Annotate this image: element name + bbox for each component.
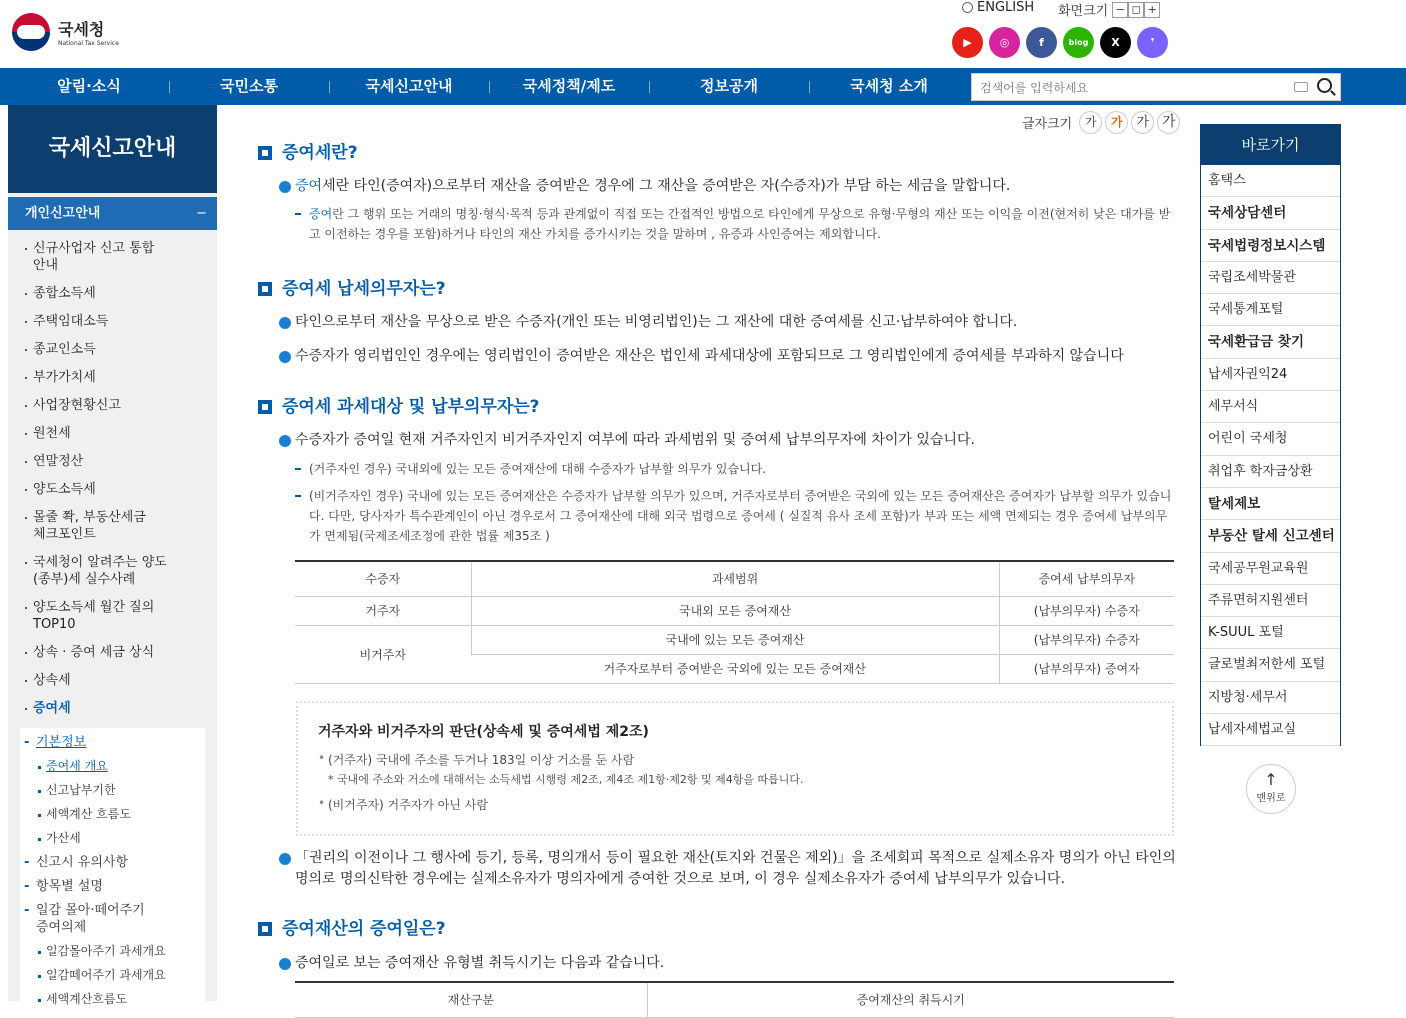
sidebar-item[interactable]: 몰줄 쫙, 부동산세금 체크포인트 (22, 509, 217, 543)
submenu-item[interactable]: 신고납부기한 (20, 782, 205, 799)
quick-link-item[interactable]: 지방청·세무서 (1201, 682, 1340, 714)
table-cell: 거주자로부터 증여받은 국외에 있는 모든 증여재산 (471, 654, 999, 683)
quick-link-item[interactable]: 주류면허지원센터 (1201, 585, 1340, 617)
gift-meaning-text: 란 그 행위 또는 거래의 명칭·형식·목적 등과 관계없이 직접 또는 간접적인 방법으로 타인에게 무상으로 유형·무형의 재산 또는 이익을 이전(현저히 낮은 대가를 받고 이전하는 경우를 포함)하거나 타인의 재산 가치를 증가시키는 것을 말하며 , 유증과 사인증여는 제외합니다. (309, 207, 1171, 241)
zoom-label: 화면크기 (1058, 4, 1109, 19)
english-link[interactable] (962, 0, 1034, 15)
arrow-up-icon: ↑ (1264, 770, 1278, 789)
sidebar-section-personal[interactable] (8, 197, 217, 230)
search-box (971, 73, 1341, 101)
sidebar-section-label: 개인신고안내 (25, 206, 101, 221)
quick-link-item[interactable]: 국세통계포털 (1201, 294, 1340, 326)
quick-link-item[interactable]: 국세상담센터 (1201, 197, 1340, 229)
submenu-item[interactable]: - 일감 몰아·떼어주기 증여의제 (20, 902, 205, 936)
submenu-item[interactable]: - 항목별 설명 (20, 878, 205, 895)
sidebar-item[interactable]: 주택임대소득 (22, 313, 217, 330)
nav-communication[interactable]: 국민소통 (220, 77, 278, 95)
quick-link-item[interactable]: 홈택스 (1201, 165, 1340, 197)
zoom-reset-button[interactable]: ◻ (1128, 2, 1144, 18)
x-icon[interactable]: X (1100, 27, 1131, 58)
table-cell: (납부의무자) 수증자 (999, 625, 1174, 654)
main-content (217, 105, 1200, 1008)
paragraph-taxpayer-b: 수증자가 영리법인인 경우에는 영리법인이 증여받은 재산은 법인세 과세대상에 포함되므로 그 영리법인에게 증여세를 부과하지 않습니다 (279, 346, 1199, 367)
table-cell: 거주자 (295, 596, 471, 625)
sidebar-item[interactable]: 종교인소득 (22, 341, 217, 358)
taeguk-emblem-icon (12, 13, 50, 51)
resident-judgment-box (296, 701, 1174, 836)
blog-icon[interactable]: blog (1063, 27, 1094, 58)
submenu-item[interactable]: - 기본정보 (20, 734, 205, 751)
nav-disclosure[interactable]: 정보공개 (700, 77, 758, 95)
sidebar-submenu (20, 728, 205, 1008)
submenu-item[interactable]: 세액계산 흐름도 (20, 806, 205, 823)
paragraph-resident: (거주자인 경우) 국내외에 있는 모든 증여재산에 대해 수증자가 납부할 의무가 있습니다. (295, 459, 1175, 479)
sns-links (952, 27, 1168, 58)
quick-links (1200, 124, 1341, 746)
font-size-xlarge[interactable]: 가 (1157, 111, 1180, 134)
table-header: 증여재산의 취득시기 (647, 982, 1174, 1017)
globe-icon (962, 2, 973, 13)
sidebar-list (8, 230, 217, 717)
term-gift: 증여 (295, 178, 323, 194)
submenu-item[interactable]: 증여세 개요 (20, 758, 205, 775)
font-size-label: 글자크기 (1022, 117, 1073, 132)
heading-taxpayer: 증여세 납세의무자는? (258, 278, 446, 300)
table-header: 과세범위 (471, 561, 999, 596)
sidebar-item[interactable]: 연말정산 (22, 453, 217, 470)
table-cell: 국내외 모든 증여재산 (471, 596, 999, 625)
paragraph-nonresident: (비거주자인 경우) 국내에 있는 모든 증여재산은 수증자가 납부할 의무가 있으며, 거주자로부터 증여받은 국외에 있는 모든 증여재산은 증여자가 납부할 의무가 있습니다. 다만, 당사자가 특수관계인이 아닌 경우로서 그 증여재산에 대해 외국 법령으로 증여세 ( 실질적 유사 조세 포함)가 부과 또는 세액 면제되는 경우 증여세 납부의무가 면제됨(국제조세조정에 관한 법률 제35조 ) (295, 486, 1175, 546)
paragraph-definition (279, 176, 1179, 197)
quick-link-item[interactable]: 글로벌최저한세 포털 (1201, 649, 1340, 681)
paragraph-gift-date: 증여일로 보는 증여재산 유형별 취득시기는 다음과 같습니다. (279, 953, 1179, 974)
submenu-item[interactable]: 일감떼어주기 과세개요 (20, 967, 205, 984)
scope-table (295, 560, 1174, 684)
nav-tax-policy[interactable]: 국세정책/제도 (522, 77, 616, 95)
search-input[interactable] (980, 78, 1280, 98)
quick-link-item[interactable]: K-SUUL 포털 (1201, 617, 1340, 649)
paragraph-gift-meaning (295, 204, 1175, 244)
paragraph-scope: 수증자가 증여일 현재 거주자인지 비거주자인지 여부에 따라 과세범위 및 증여세 납부의무자에 차이가 있습니다. (279, 430, 1179, 451)
note-resident-sub: * 국내에 주소와 거소에 대해서는 소득세법 시행령 제2조, 제4조 제1항·제2항 및 제4항을 따릅니다. (328, 773, 804, 786)
table-cell: (납부의무자) 수증자 (999, 596, 1174, 625)
heading-gift-tax: 증여세란? (258, 142, 358, 164)
sidebar-item[interactable]: 국세청이 알려주는 양도 (종부)세 실수사례 (22, 554, 217, 588)
font-size-small[interactable]: 가 (1079, 111, 1102, 134)
table-header: 재산구분 (295, 982, 647, 1017)
sidebar-item[interactable]: 상속세 (22, 672, 217, 689)
submenu-item[interactable]: 세액계산흐름도 (20, 991, 205, 1008)
back-to-top-button[interactable] (1246, 764, 1296, 814)
quick-link-item[interactable]: 납세자세법교실 (1201, 714, 1340, 746)
sidebar-item[interactable]: 양도소득세 월간 질의 TOP10 (22, 599, 217, 633)
font-size-control (1022, 111, 1180, 134)
quick-link-item[interactable]: 납세자권익24 (1201, 359, 1340, 391)
sidebar (8, 105, 217, 1006)
header (0, 0, 1406, 68)
heading-gift-date: 증여재산의 증여일은? (258, 918, 446, 940)
screen-zoom (1058, 0, 1160, 19)
sidebar-item[interactable]: 신규사업자 신고 통합 안내 (22, 240, 217, 274)
quick-links-title: 바로가기 (1201, 125, 1340, 165)
zoom-in-button[interactable]: + (1144, 2, 1160, 18)
sidebar-item[interactable]: 부가가치세 (22, 369, 217, 386)
back-to-top-label: 맨위로 (1256, 793, 1286, 804)
quick-link-item[interactable]: 국세법령정보시스템 (1201, 230, 1340, 262)
sidebar-title: 국세신고안내 (8, 105, 217, 193)
table-header: 수증자 (295, 561, 471, 596)
sidebar-item[interactable]: 원천세 (22, 425, 217, 442)
logo-subtitle: National Tax Service (58, 40, 119, 47)
quick-link-item[interactable]: 탈세제보 (1201, 488, 1340, 520)
submenu-item[interactable]: - 신고시 유의사항 (20, 854, 205, 871)
sidebar-item[interactable]: 양도소득세 (22, 481, 217, 498)
table-header: 증여세 납부의무자 (999, 561, 1174, 596)
english-label: ENGLISH (977, 0, 1035, 15)
sidebar-item[interactable]: 사업장현황신고 (22, 397, 217, 414)
note-nonresident: • (비거주자) 거주자가 아닌 사람 (318, 796, 488, 813)
logo-title: 국세청 (58, 20, 105, 39)
search-icon[interactable] (1317, 78, 1332, 93)
quick-link-item[interactable]: 세무서식 (1201, 391, 1340, 423)
submenu-item[interactable]: 일감몰아주기 과세개요 (20, 943, 205, 960)
font-size-normal[interactable]: 가 (1105, 111, 1128, 134)
gift-date-table (295, 981, 1174, 1018)
instagram-icon[interactable]: ◎ (989, 27, 1020, 58)
term-gift-2: 증여 (309, 207, 333, 221)
paragraph-taxpayer-a: 타인으로부터 재산을 무상으로 받은 수증자(개인 또는 비영리법인)는 그 재산에 대한 증여세를 신고·납부하여야 합니다. (279, 312, 1179, 333)
table-cell: 비거주자 (295, 625, 471, 683)
quick-link-item[interactable]: 국세환급금 찾기 (1201, 326, 1340, 358)
heading-scope: 증여세 과세대상 및 납부의무자는? (258, 396, 540, 418)
table-row (295, 596, 1174, 625)
sidebar-item[interactable]: 상속 · 증여 세금 상식 (22, 644, 217, 661)
note-title: 거주자와 비거주자의 판단(상속세 및 증여세법 제2조) (318, 724, 649, 740)
font-size-large[interactable]: 가 (1131, 111, 1154, 134)
quick-link-item[interactable]: 국세공무원교육원 (1201, 553, 1340, 585)
submenu-item[interactable]: 가산세 (20, 830, 205, 847)
table-row (295, 625, 1174, 654)
quick-link-item[interactable]: 국립조세박물관 (1201, 262, 1340, 294)
nav-news[interactable]: 알림·소식 (57, 77, 121, 95)
zoom-out-button[interactable]: − (1112, 2, 1128, 18)
collapse-icon[interactable]: − (196, 206, 207, 221)
quick-link-item[interactable]: 부동산 탈세 신고센터 (1201, 520, 1340, 552)
keyboard-icon[interactable] (1294, 82, 1308, 92)
definition-text: 세란 타인(증여자)으로부터 재산을 증여받은 경우에 그 재산을 증여받은 자(수증자)가 부담 하는 세금을 말합니다. (322, 178, 1011, 194)
facebook-icon[interactable]: f (1026, 27, 1057, 58)
nav-about[interactable]: 국세청 소개 (850, 77, 928, 95)
sidebar-item[interactable]: 증여세 (22, 700, 217, 717)
table-cell: 국내에 있는 모든 증여재산 (471, 625, 999, 654)
paragraph-title-trust: 「권리의 이전이나 그 행사에 등기, 등록, 명의개서 등이 필요한 재산(토지와 건물은 제외)」을 조세회피 목적으로 실제소유자 명의가 아닌 타인의 명의로 명의신탁한 경우에는 실제소유자가 명의자에게 증여한 것으로 보며, 이 경우 실제소유자가 증여세 납부의무가 있습니다. (279, 848, 1179, 890)
quick-link-item[interactable]: 취업후 학자금상환 (1201, 456, 1340, 488)
kakao-story-icon[interactable]: ❜ (1137, 27, 1168, 58)
sidebar-item[interactable]: 종합소득세 (22, 285, 217, 302)
nts-logo[interactable] (12, 13, 119, 51)
nav-tax-filing[interactable]: 국세신고안내 (365, 77, 453, 95)
youtube-icon[interactable]: ▶ (952, 27, 983, 58)
note-resident: • (거주자) 국내에 주소를 두거나 183일 이상 거소를 둔 사람 (318, 751, 634, 768)
table-cell: (납부의무자) 증여자 (999, 654, 1174, 683)
quick-link-item[interactable]: 어린이 국세청 (1201, 423, 1340, 455)
